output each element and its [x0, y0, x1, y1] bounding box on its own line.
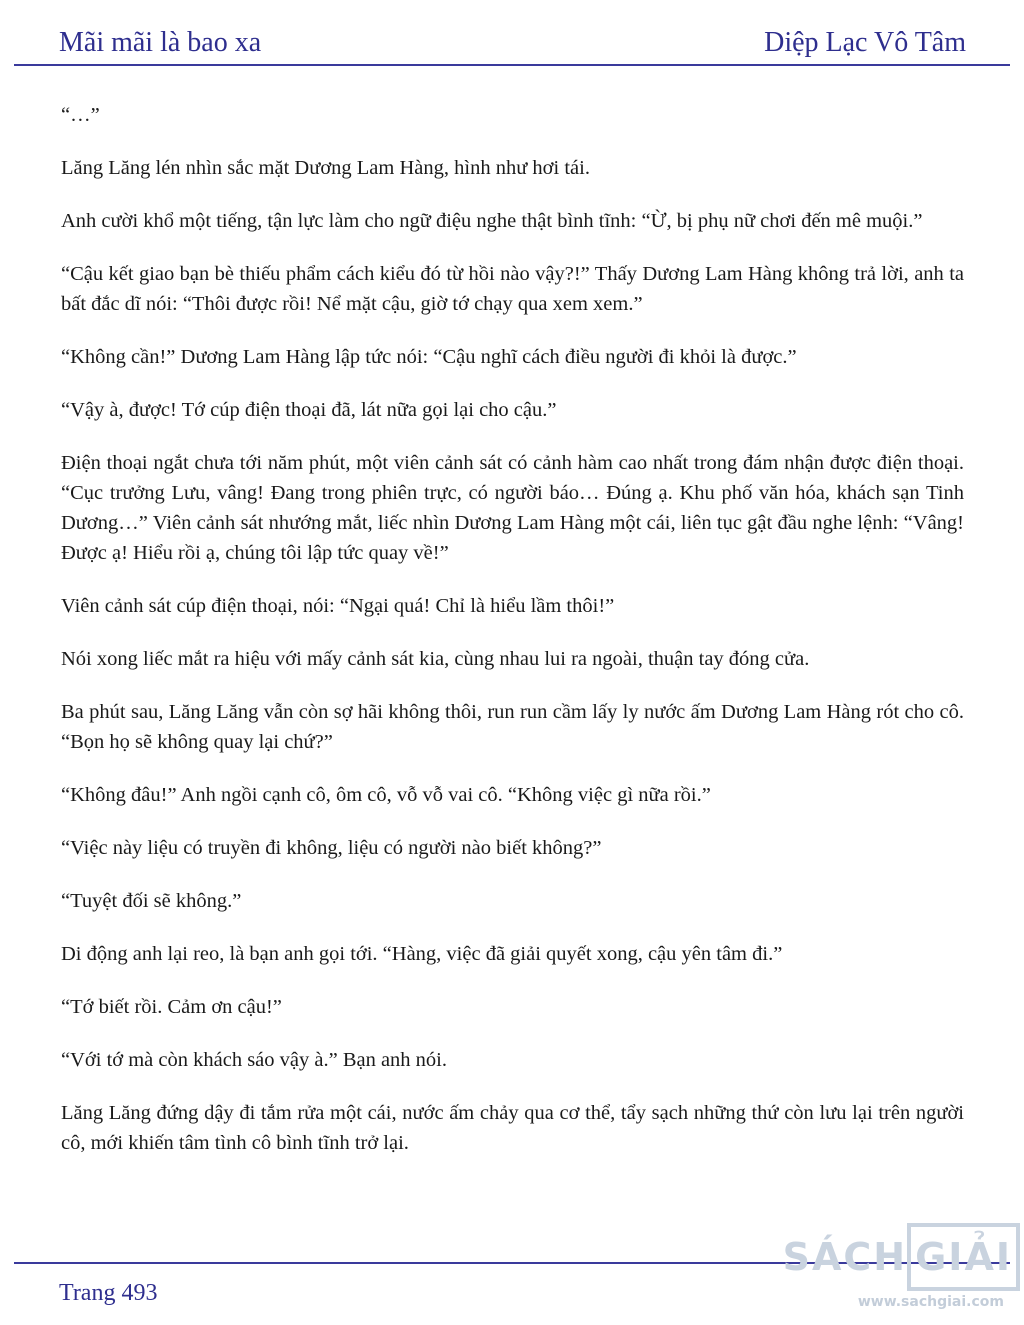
- paragraph: Ba phút sau, Lăng Lăng vẫn còn sợ hãi không thôi, run run cầm lấy ly nước ấm Dương Lam Hàng rót cho cô. “Bọn họ sẽ không quay lại chứ?”: [61, 701, 964, 753]
- paragraph: “Cậu kết giao bạn bè thiếu phẩm cách kiểu đó từ hồi nào vậy?!” Thấy Dương Lam Hàng không trả lời, anh ta bất đắc dĩ nói: “Thôi được rồi! Nể mặt cậu, giờ tớ chạy qua xem xem.”: [61, 263, 964, 315]
- watermark-logo: [782, 1218, 1020, 1318]
- watermark-url: www.sachgiai.com: [857, 1294, 1004, 1310]
- page-header: [14, 0, 1010, 66]
- watermark-logo-text: [783, 1218, 1020, 1296]
- paragraph: “Không cần!” Dương Lam Hàng lập tức nói: “Cậu nghĩ cách điều người đi khỏi là được.”: [61, 346, 797, 368]
- paragraph: “Việc này liệu có truyền đi không, liệu có người nào biết không?”: [61, 837, 602, 859]
- paragraph: Di động anh lại reo, là bạn anh gọi tới. “Hàng, việc đã giải quyết xong, cậu yên tâm đi.”: [61, 943, 783, 965]
- book-title: Mãi mãi là bao xa: [59, 27, 262, 58]
- paragraph: “Với tớ mà còn khách sáo vậy à.” Bạn anh nói.: [61, 1049, 448, 1071]
- paragraph: “…”: [61, 104, 100, 126]
- watermark-logo-left: SÁCH: [782, 1235, 908, 1279]
- book-author: Diệp Lạc Vô Tâm: [764, 27, 966, 58]
- paragraph: “Tớ biết rồi. Cảm ơn cậu!”: [61, 996, 282, 1018]
- page-body: [61, 100, 964, 1181]
- page-number: Trang 493: [59, 1280, 158, 1306]
- paragraph: “Không đâu!” Anh ngồi cạnh cô, ôm cô, vỗ vỗ vai cô. “Không việc gì nữa rồi.”: [61, 784, 711, 806]
- paragraph: Lăng Lăng lén nhìn sắc mặt Dương Lam Hàng, hình như hơi tái.: [61, 157, 590, 179]
- paragraph: Anh cười khổ một tiếng, tận lực làm cho ngữ điệu nghe thật bình tĩnh: “Ừ, bị phụ nữ chơi đến mê muội.”: [61, 210, 923, 232]
- paragraph: Viên cảnh sát cúp điện thoại, nói: “Ngại quá! Chỉ là hiểu lầm thôi!”: [61, 595, 615, 617]
- paragraph: Lăng Lăng đứng dậy đi tắm rửa một cái, nước ấm chảy qua cơ thể, tẩy sạch những thứ còn lưu lại trên người cô, mới khiến tâm tình cô bình tĩnh trở lại.: [61, 1102, 964, 1154]
- paragraph: Điện thoại ngắt chưa tới năm phút, một viên cảnh sát có cảnh hàm cao nhất trong đám nhận được điện thoại. “Cục trưởng Lưu, vâng! Đang trong phiên trực, có người báo… Đúng ạ. Khu phố văn hóa, khách sạn Tinh Dương…” Viên cảnh sát nhướng mắt, liếc nhìn Dương Lam Hàng một cái, liên tục gật đầu nghe lệnh: “Vâng! Được ạ! Hiểu rồi ạ, chúng tôi lập tức quay về!”: [61, 452, 964, 564]
- watermark-logo-boxed: GIẢI: [907, 1223, 1020, 1291]
- paragraph: “Vậy à, được! Tớ cúp điện thoại đã, lát nữa gọi lại cho cậu.”: [61, 399, 557, 421]
- paragraph: “Tuyệt đối sẽ không.”: [61, 890, 242, 912]
- paragraph: Nói xong liếc mắt ra hiệu với mấy cảnh sát kia, cùng nhau lui ra ngoài, thuận tay đóng cửa.: [61, 648, 810, 670]
